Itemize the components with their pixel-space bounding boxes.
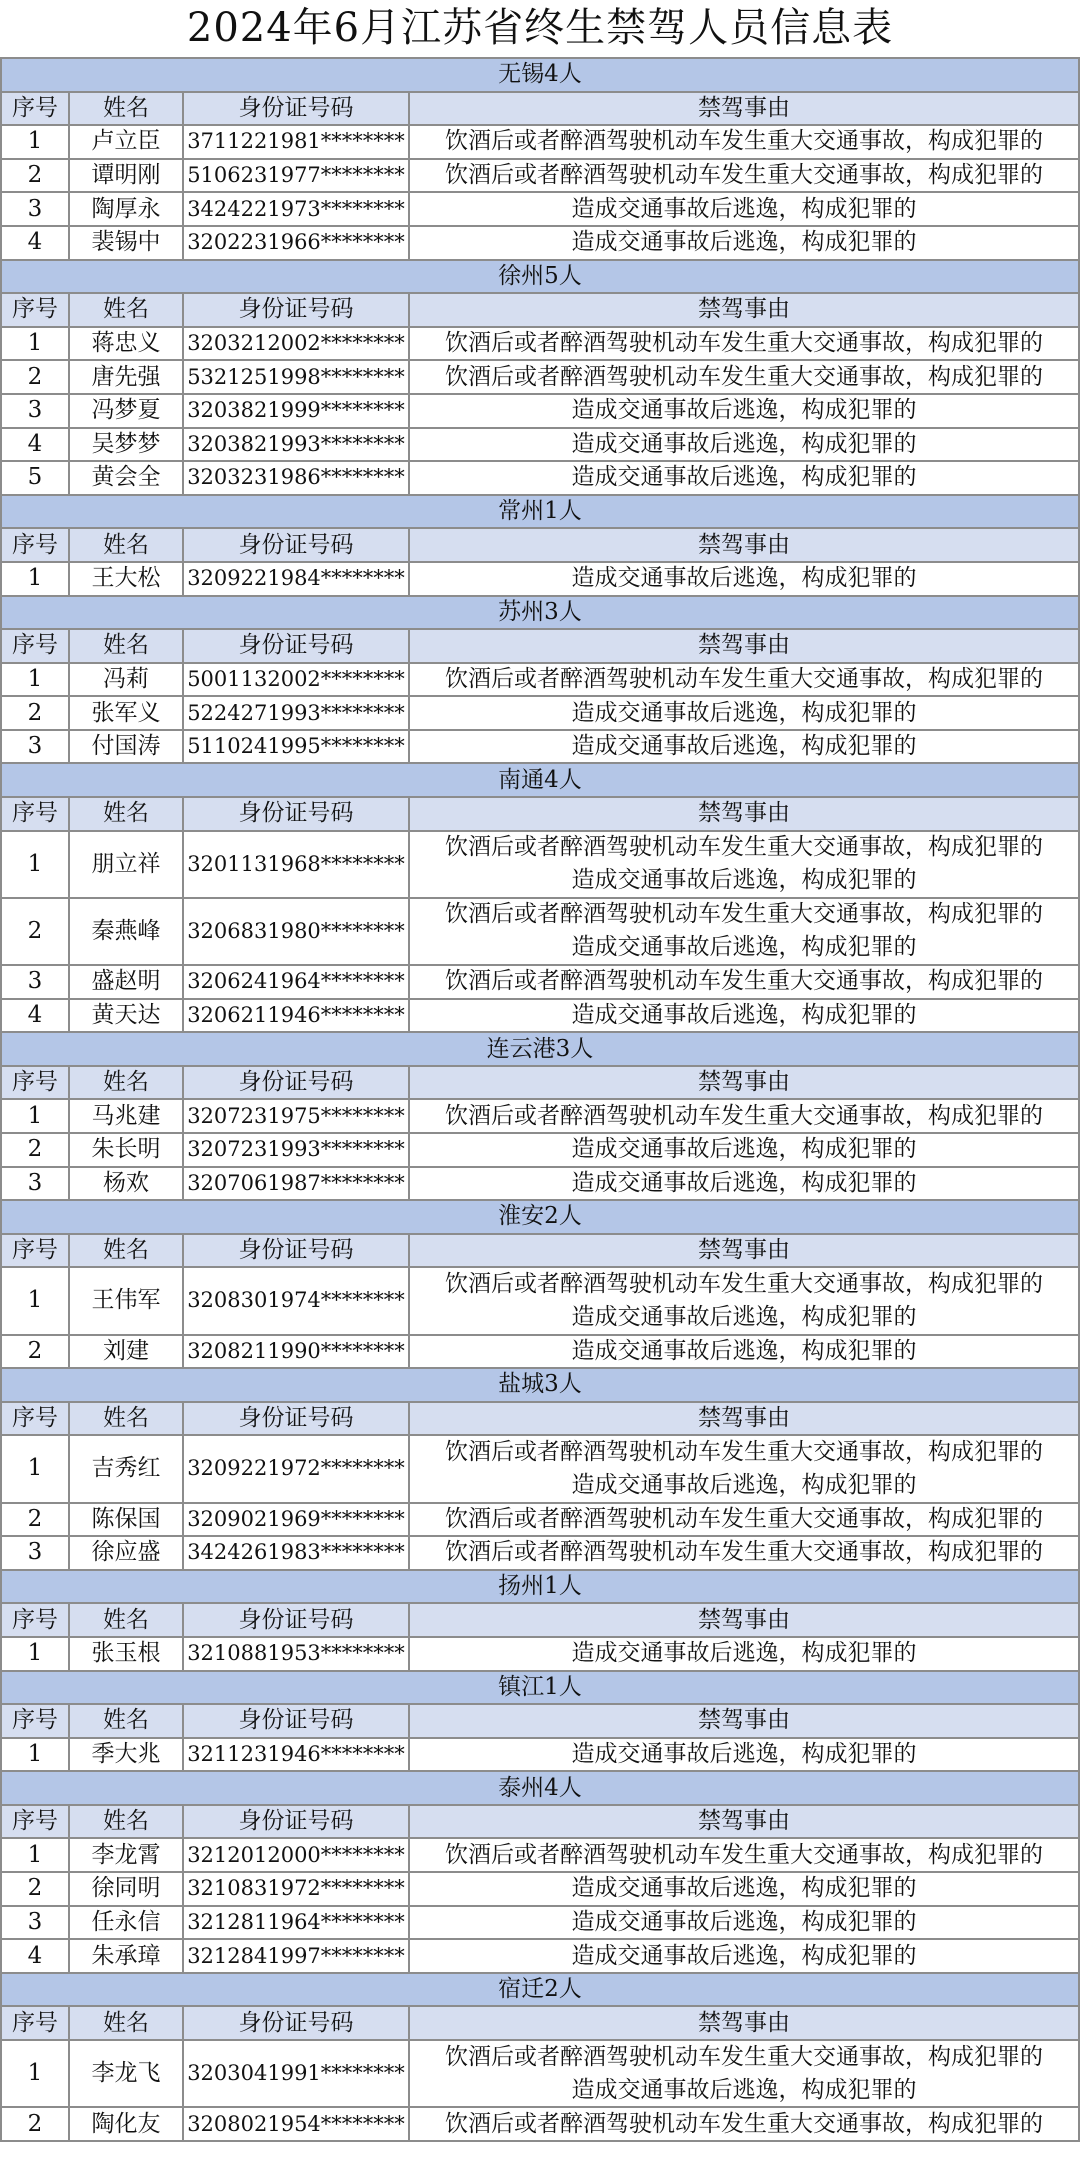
table-row — [0, 462, 1080, 496]
reason-line: 造成交通事故后逃逸，构成犯罪的 — [571, 1136, 917, 1163]
reason-line: 造成交通事故后逃逸，构成犯罪的 — [571, 1303, 917, 1330]
table-row — [0, 1268, 1080, 1335]
header-name: 姓名 — [70, 2007, 184, 2039]
row-id: 3203231986******** — [184, 462, 410, 494]
section-header — [0, 261, 1080, 295]
header-no: 序号 — [0, 1403, 70, 1435]
reason-line: 饮酒后或者醉酒驾驶机动车发生重大交通事故，构成犯罪的 — [445, 1102, 1043, 1129]
reason-line: 饮酒后或者醉酒驾驶机动车发生重大交通事故，构成犯罪的 — [445, 1438, 1043, 1465]
section-title: 徐州5人 — [0, 261, 1080, 293]
row-no: 2 — [0, 1134, 70, 1166]
row-reason — [410, 227, 1080, 259]
row-id: 3210881953******** — [184, 1638, 410, 1670]
table-row — [0, 1436, 1080, 1503]
table-row — [0, 1504, 1080, 1538]
row-reason — [410, 1000, 1080, 1032]
row-reason — [410, 462, 1080, 494]
row-id: 3208211990******** — [184, 1336, 410, 1368]
row-id: 3212841997******** — [184, 1940, 410, 1972]
reason-line: 造成交通事故后逃逸，构成犯罪的 — [571, 229, 917, 256]
row-id: 3209021969******** — [184, 1504, 410, 1536]
table-row — [0, 2108, 1080, 2142]
row-name: 王伟军 — [70, 1268, 184, 1333]
header-id: 身份证号码 — [184, 529, 410, 561]
row-reason — [410, 126, 1080, 158]
column-header-row — [0, 529, 1080, 563]
header-id: 身份证号码 — [184, 1235, 410, 1267]
row-no: 4 — [0, 1000, 70, 1032]
column-header-row — [0, 1705, 1080, 1739]
reason-line: 造成交通事故后逃逸，构成犯罪的 — [571, 1875, 917, 1902]
header-name: 姓名 — [70, 1235, 184, 1267]
row-reason — [410, 664, 1080, 696]
table-row — [0, 1100, 1080, 1134]
row-name: 蒋忠义 — [70, 328, 184, 360]
row-name: 徐应盛 — [70, 1537, 184, 1569]
reason-line: 造成交通事故后逃逸，构成犯罪的 — [571, 934, 917, 961]
row-name: 张军义 — [70, 697, 184, 729]
reason-line: 饮酒后或者醉酒驾驶机动车发生重大交通事故，构成犯罪的 — [445, 2043, 1043, 2070]
section-header — [0, 1201, 1080, 1235]
reason-line: 饮酒后或者醉酒驾驶机动车发生重大交通事故，构成犯罪的 — [445, 330, 1043, 357]
section-header — [0, 496, 1080, 530]
column-header-row — [0, 1067, 1080, 1101]
row-reason — [410, 697, 1080, 729]
table-row — [0, 1940, 1080, 1974]
reason-line: 造成交通事故后逃逸，构成犯罪的 — [571, 430, 917, 457]
row-name: 朋立祥 — [70, 832, 184, 897]
table-row — [0, 193, 1080, 227]
row-no: 1 — [0, 1839, 70, 1871]
row-no: 5 — [0, 462, 70, 494]
row-name: 李龙飞 — [70, 2041, 184, 2106]
row-id: 3203041991******** — [184, 2041, 410, 2106]
row-no: 3 — [0, 395, 70, 427]
row-reason — [410, 1134, 1080, 1166]
reason-line: 造成交通事故后逃逸，构成犯罪的 — [571, 1001, 917, 1028]
column-header-row — [0, 294, 1080, 328]
table-row — [0, 227, 1080, 261]
header-name: 姓名 — [70, 1705, 184, 1737]
header-id: 身份证号码 — [184, 1067, 410, 1099]
row-no: 3 — [0, 1168, 70, 1200]
header-name: 姓名 — [70, 1806, 184, 1838]
row-name: 吉秀红 — [70, 1436, 184, 1501]
column-header-row — [0, 1806, 1080, 1840]
reason-line: 饮酒后或者醉酒驾驶机动车发生重大交通事故，构成犯罪的 — [445, 901, 1043, 928]
row-no: 2 — [0, 1873, 70, 1905]
reason-line: 饮酒后或者醉酒驾驶机动车发生重大交通事故，构成犯罪的 — [445, 162, 1043, 189]
row-reason — [410, 361, 1080, 393]
row-no: 3 — [0, 1907, 70, 1939]
row-name: 王大松 — [70, 563, 184, 595]
header-name: 姓名 — [70, 294, 184, 326]
table-row — [0, 899, 1080, 966]
section-title: 苏州3人 — [0, 597, 1080, 629]
row-name: 唐先强 — [70, 361, 184, 393]
table-row — [0, 697, 1080, 731]
row-no: 2 — [0, 361, 70, 393]
row-id: 5224271993******** — [184, 697, 410, 729]
row-no: 1 — [0, 1268, 70, 1333]
header-no: 序号 — [0, 1067, 70, 1099]
reason-line: 造成交通事故后逃逸，构成犯罪的 — [571, 1337, 917, 1364]
row-reason — [410, 2108, 1080, 2140]
header-reason: 禁驾事由 — [410, 1067, 1080, 1099]
row-name: 陶厚永 — [70, 193, 184, 225]
reason-line: 饮酒后或者醉酒驾驶机动车发生重大交通事故，构成犯罪的 — [445, 1539, 1043, 1566]
reason-line: 造成交通事故后逃逸，构成犯罪的 — [571, 1908, 917, 1935]
header-no: 序号 — [0, 630, 70, 662]
row-name: 张玉根 — [70, 1638, 184, 1670]
row-no: 2 — [0, 2108, 70, 2140]
header-id: 身份证号码 — [184, 1705, 410, 1737]
row-name: 吴梦梦 — [70, 429, 184, 461]
row-name: 付国涛 — [70, 731, 184, 763]
reason-line: 造成交通事故后逃逸，构成犯罪的 — [571, 1471, 917, 1498]
header-id: 身份证号码 — [184, 1604, 410, 1636]
row-id: 3202231966******** — [184, 227, 410, 259]
header-reason: 禁驾事由 — [410, 630, 1080, 662]
row-reason — [410, 1638, 1080, 1670]
row-reason — [410, 731, 1080, 763]
header-reason: 禁驾事由 — [410, 93, 1080, 125]
header-name: 姓名 — [70, 93, 184, 125]
header-name: 姓名 — [70, 1604, 184, 1636]
row-id: 3208301974******** — [184, 1268, 410, 1333]
row-reason — [410, 563, 1080, 595]
row-id: 3424261983******** — [184, 1537, 410, 1569]
table-row — [0, 1873, 1080, 1907]
section-title: 泰州4人 — [0, 1772, 1080, 1804]
row-id: 5321251998******** — [184, 361, 410, 393]
row-name: 杨欢 — [70, 1168, 184, 1200]
reason-line: 饮酒后或者醉酒驾驶机动车发生重大交通事故，构成犯罪的 — [445, 128, 1043, 155]
section-title: 扬州1人 — [0, 1571, 1080, 1603]
row-name: 陶化友 — [70, 2108, 184, 2140]
column-header-row — [0, 2007, 1080, 2041]
header-no: 序号 — [0, 1235, 70, 1267]
row-id: 3208021954******** — [184, 2108, 410, 2140]
reason-line: 造成交通事故后逃逸，构成犯罪的 — [571, 699, 917, 726]
row-name: 朱承璋 — [70, 1940, 184, 1972]
table-row — [0, 731, 1080, 765]
table-row — [0, 1907, 1080, 1941]
row-name: 季大兆 — [70, 1739, 184, 1771]
reason-line: 饮酒后或者醉酒驾驶机动车发生重大交通事故，构成犯罪的 — [445, 968, 1043, 995]
header-id: 身份证号码 — [184, 798, 410, 830]
row-reason — [410, 429, 1080, 461]
header-name: 姓名 — [70, 1067, 184, 1099]
row-id: 3206831980******** — [184, 899, 410, 964]
page-title: 2024年6月江苏省终生禁驾人员信息表 — [186, 5, 894, 51]
reason-line: 造成交通事故后逃逸，构成犯罪的 — [571, 464, 917, 491]
header-no: 序号 — [0, 529, 70, 561]
reason-line: 造成交通事故后逃逸，构成犯罪的 — [571, 397, 917, 424]
row-reason — [410, 1839, 1080, 1871]
header-name: 姓名 — [70, 630, 184, 662]
row-reason — [410, 1873, 1080, 1905]
row-id: 3206241964******** — [184, 966, 410, 998]
section-title: 无锡4人 — [0, 59, 1080, 91]
column-header-row — [0, 93, 1080, 127]
header-no: 序号 — [0, 294, 70, 326]
section-title: 盐城3人 — [0, 1369, 1080, 1401]
header-reason: 禁驾事由 — [410, 1604, 1080, 1636]
row-no: 1 — [0, 1638, 70, 1670]
row-name: 陈保国 — [70, 1504, 184, 1536]
table-row — [0, 966, 1080, 1000]
row-no: 3 — [0, 731, 70, 763]
header-no: 序号 — [0, 93, 70, 125]
section-title: 宿迁2人 — [0, 1974, 1080, 2006]
reason-line: 饮酒后或者醉酒驾驶机动车发生重大交通事故，构成犯罪的 — [445, 1505, 1043, 1532]
column-header-row — [0, 1403, 1080, 1437]
table-row — [0, 429, 1080, 463]
section-header — [0, 1672, 1080, 1706]
table-row — [0, 2041, 1080, 2108]
row-name: 卢立臣 — [70, 126, 184, 158]
section-header — [0, 1772, 1080, 1806]
table-row — [0, 1839, 1080, 1873]
header-reason: 禁驾事由 — [410, 1403, 1080, 1435]
section-header — [0, 1974, 1080, 2008]
header-id: 身份证号码 — [184, 1806, 410, 1838]
row-id: 3209221972******** — [184, 1436, 410, 1501]
row-id: 5106231977******** — [184, 160, 410, 192]
row-name: 徐同明 — [70, 1873, 184, 1905]
row-id: 3211231946******** — [184, 1739, 410, 1771]
row-no: 1 — [0, 1739, 70, 1771]
row-name: 裴锡中 — [70, 227, 184, 259]
row-reason — [410, 1336, 1080, 1368]
column-header-row — [0, 798, 1080, 832]
column-header-row — [0, 630, 1080, 664]
table-row — [0, 1336, 1080, 1370]
column-header-row — [0, 1235, 1080, 1269]
table-row — [0, 1537, 1080, 1571]
section-header — [0, 1033, 1080, 1067]
header-name: 姓名 — [70, 1403, 184, 1435]
header-id: 身份证号码 — [184, 2007, 410, 2039]
row-name: 谭明刚 — [70, 160, 184, 192]
row-id: 3207061987******** — [184, 1168, 410, 1200]
header-reason: 禁驾事由 — [410, 1806, 1080, 1838]
table-row — [0, 563, 1080, 597]
header-no: 序号 — [0, 798, 70, 830]
row-reason — [410, 1940, 1080, 1972]
reason-line: 饮酒后或者醉酒驾驶机动车发生重大交通事故，构成犯罪的 — [445, 1270, 1043, 1297]
row-name: 刘建 — [70, 1336, 184, 1368]
table-row — [0, 328, 1080, 362]
row-reason — [410, 1504, 1080, 1536]
row-name: 任永信 — [70, 1907, 184, 1939]
reason-line: 造成交通事故后逃逸，构成犯罪的 — [571, 2076, 917, 2103]
row-reason — [410, 160, 1080, 192]
row-reason — [410, 1268, 1080, 1333]
reason-line: 造成交通事故后逃逸，构成犯罪的 — [571, 1640, 917, 1667]
row-no: 4 — [0, 429, 70, 461]
row-reason — [410, 1436, 1080, 1501]
row-reason — [410, 395, 1080, 427]
row-reason — [410, 1537, 1080, 1569]
table-row — [0, 160, 1080, 194]
table-row — [0, 395, 1080, 429]
row-reason — [410, 1907, 1080, 1939]
header-no: 序号 — [0, 2007, 70, 2039]
header-name: 姓名 — [70, 798, 184, 830]
row-reason — [410, 1100, 1080, 1132]
row-id: 3206211946******** — [184, 1000, 410, 1032]
reason-line: 造成交通事故后逃逸，构成犯罪的 — [571, 733, 917, 760]
row-no: 2 — [0, 1336, 70, 1368]
row-name: 黄会全 — [70, 462, 184, 494]
row-id: 5110241995******** — [184, 731, 410, 763]
row-no: 2 — [0, 160, 70, 192]
row-reason — [410, 899, 1080, 964]
row-no: 1 — [0, 126, 70, 158]
row-name: 秦燕峰 — [70, 899, 184, 964]
row-name: 李龙霄 — [70, 1839, 184, 1871]
row-name: 冯莉 — [70, 664, 184, 696]
section-header — [0, 597, 1080, 631]
reason-line: 造成交通事故后逃逸，构成犯罪的 — [571, 565, 917, 592]
section-header — [0, 59, 1080, 93]
header-id: 身份证号码 — [184, 93, 410, 125]
header-no: 序号 — [0, 1806, 70, 1838]
row-no: 3 — [0, 1537, 70, 1569]
header-reason: 禁驾事由 — [410, 294, 1080, 326]
table-row — [0, 1000, 1080, 1034]
row-no: 2 — [0, 899, 70, 964]
header-reason: 禁驾事由 — [410, 1705, 1080, 1737]
header-reason: 禁驾事由 — [410, 1235, 1080, 1267]
row-reason — [410, 1739, 1080, 1771]
section-header — [0, 1571, 1080, 1605]
header-no: 序号 — [0, 1604, 70, 1636]
row-no: 1 — [0, 328, 70, 360]
row-reason — [410, 1168, 1080, 1200]
section-title: 镇江1人 — [0, 1672, 1080, 1704]
row-name: 黄天达 — [70, 1000, 184, 1032]
row-reason — [410, 328, 1080, 360]
reason-line: 造成交通事故后逃逸，构成犯罪的 — [571, 867, 917, 894]
row-id: 3207231975******** — [184, 1100, 410, 1132]
reason-line: 饮酒后或者醉酒驾驶机动车发生重大交通事故，构成犯罪的 — [445, 834, 1043, 861]
row-no: 3 — [0, 193, 70, 225]
row-no: 3 — [0, 966, 70, 998]
table-row — [0, 664, 1080, 698]
table-row — [0, 1739, 1080, 1773]
table-row — [0, 361, 1080, 395]
row-no: 2 — [0, 697, 70, 729]
row-no: 1 — [0, 2041, 70, 2106]
row-id: 3209221984******** — [184, 563, 410, 595]
header-reason: 禁驾事由 — [410, 529, 1080, 561]
row-reason — [410, 2041, 1080, 2106]
table-row — [0, 126, 1080, 160]
reason-line: 饮酒后或者醉酒驾驶机动车发生重大交通事故，构成犯罪的 — [445, 2110, 1043, 2137]
driving-ban-table — [0, 57, 1080, 2142]
row-name: 朱长明 — [70, 1134, 184, 1166]
header-no: 序号 — [0, 1705, 70, 1737]
section-title: 南通4人 — [0, 764, 1080, 796]
reason-line: 造成交通事故后逃逸，构成犯罪的 — [571, 1942, 917, 1969]
row-id: 3424221973******** — [184, 193, 410, 225]
row-id: 3203821993******** — [184, 429, 410, 461]
row-id: 3203821999******** — [184, 395, 410, 427]
reason-line: 饮酒后或者醉酒驾驶机动车发生重大交通事故，构成犯罪的 — [445, 363, 1043, 390]
column-header-row — [0, 1604, 1080, 1638]
header-id: 身份证号码 — [184, 294, 410, 326]
header-reason: 禁驾事由 — [410, 2007, 1080, 2039]
table-row — [0, 1638, 1080, 1672]
row-id: 3711221981******** — [184, 126, 410, 158]
row-no: 1 — [0, 664, 70, 696]
row-id: 3212811964******** — [184, 1907, 410, 1939]
row-reason — [410, 832, 1080, 897]
section-header — [0, 1369, 1080, 1403]
row-no: 4 — [0, 227, 70, 259]
row-id: 3210831972******** — [184, 1873, 410, 1905]
row-no: 1 — [0, 832, 70, 897]
header-id: 身份证号码 — [184, 630, 410, 662]
row-id: 3203212002******** — [184, 328, 410, 360]
row-id: 3201131968******** — [184, 832, 410, 897]
row-no: 1 — [0, 1100, 70, 1132]
row-id: 3212012000******** — [184, 1839, 410, 1871]
section-header — [0, 764, 1080, 798]
row-no: 2 — [0, 1504, 70, 1536]
row-id: 3207231993******** — [184, 1134, 410, 1166]
row-name: 盛赵明 — [70, 966, 184, 998]
row-name: 马兆建 — [70, 1100, 184, 1132]
section-title: 常州1人 — [0, 496, 1080, 528]
row-no: 1 — [0, 1436, 70, 1501]
row-no: 4 — [0, 1940, 70, 1972]
header-reason: 禁驾事由 — [410, 798, 1080, 830]
row-reason — [410, 966, 1080, 998]
header-id: 身份证号码 — [184, 1403, 410, 1435]
section-title: 淮安2人 — [0, 1201, 1080, 1233]
table-row — [0, 832, 1080, 899]
reason-line: 造成交通事故后逃逸，构成犯罪的 — [571, 1740, 917, 1767]
reason-line: 饮酒后或者醉酒驾驶机动车发生重大交通事故，构成犯罪的 — [445, 1841, 1043, 1868]
reason-line: 造成交通事故后逃逸，构成犯罪的 — [571, 195, 917, 222]
row-reason — [410, 193, 1080, 225]
table-row — [0, 1168, 1080, 1202]
reason-line: 饮酒后或者醉酒驾驶机动车发生重大交通事故，构成犯罪的 — [445, 665, 1043, 692]
row-id: 5001132002******** — [184, 664, 410, 696]
row-no: 1 — [0, 563, 70, 595]
row-name: 冯梦夏 — [70, 395, 184, 427]
reason-line: 造成交通事故后逃逸，构成犯罪的 — [571, 1169, 917, 1196]
table-row — [0, 1134, 1080, 1168]
section-title: 连云港3人 — [0, 1033, 1080, 1065]
header-name: 姓名 — [70, 529, 184, 561]
